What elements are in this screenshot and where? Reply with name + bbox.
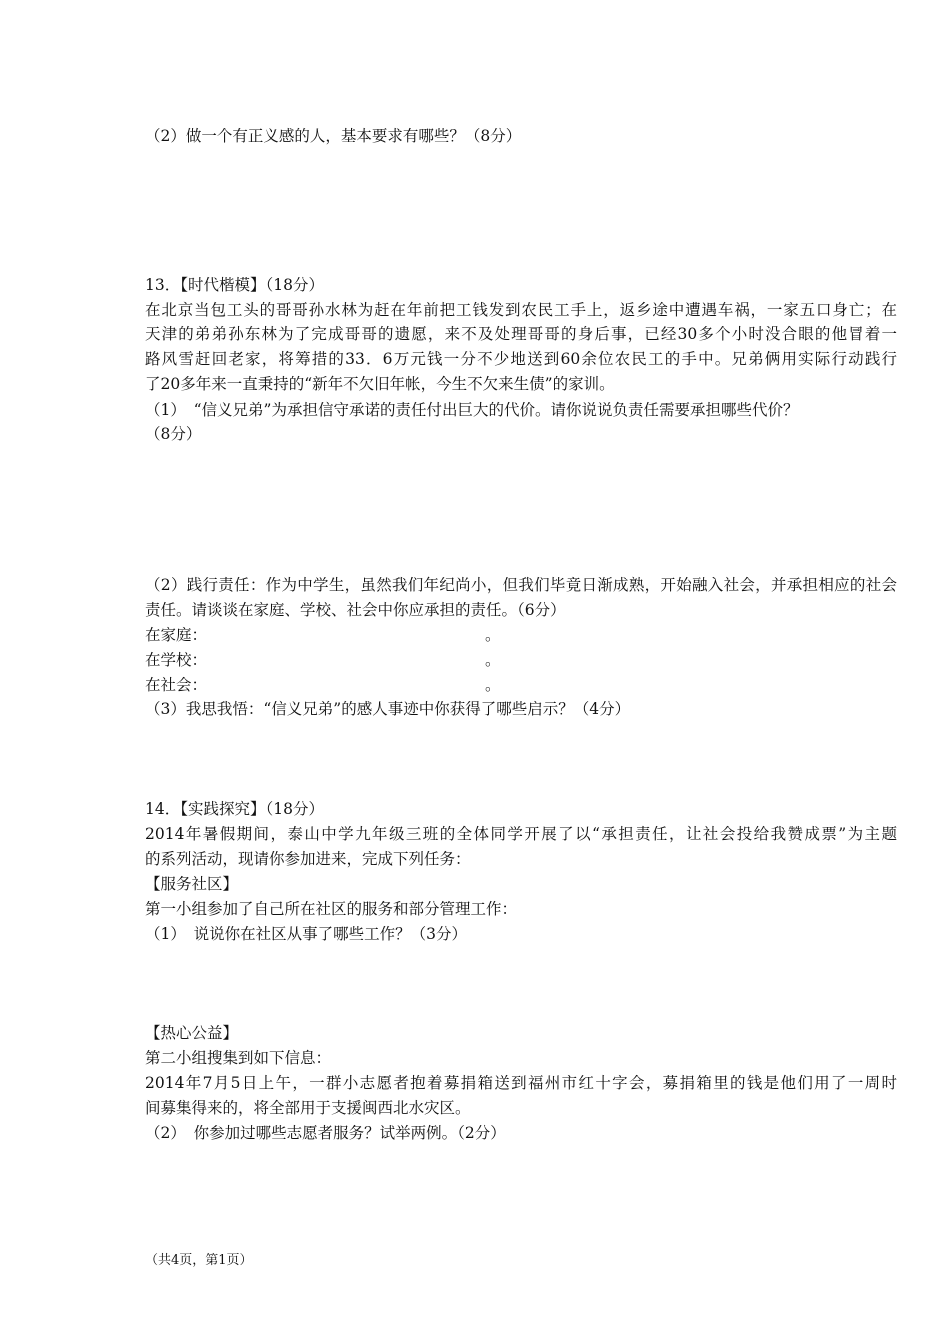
q13-title: 13．【时代楷模】（18分） — [145, 276, 324, 294]
q14-sub1: （1） 说说你在社区从事了哪些工作？（3分） — [145, 925, 467, 943]
section-title-charity: 【热心公益】 — [145, 1024, 239, 1042]
q13-sub3: （3）我思我悟：“信义兄弟”的感人事迹中你获得了哪些启示？（4分） — [145, 700, 631, 718]
q13-story-line: 了20多年来一直秉持的“新年不欠旧年帐，今生不欠来生债”的家训。 — [145, 375, 615, 393]
q13-story-line: 天津的弟弟孙东林为了完成哥哥的遗愿，来不及处理哥哥的身后事，已经30多个小时没合眼的他冒着一 — [145, 325, 897, 343]
charity-info-line: 2014年7月5日上午，一群小志愿者抱着募捐箱送到福州市红十字会，募捐箱里的钱是他们用了一周时 — [145, 1074, 897, 1092]
q13-sub1-score: （8分） — [145, 425, 202, 443]
q14-sub2: （2） 你参加过哪些志愿者服务？试举两例。（2分） — [145, 1124, 506, 1142]
q12-sub2: （2）做一个有正义感的人，基本要求有哪些？（8分） — [145, 127, 522, 145]
q14-intro-line: 2014年暑假期间，泰山中学九年级三班的全体同学开展了以“承担责任，让社会投给我赞成票”为主题 — [145, 825, 897, 843]
fill-end: 。 — [485, 626, 501, 644]
q13-sub1: （1） “信义兄弟”为承担信守承诺的责任付出巨大的代价。请你说说负责任需要承担哪些代价？ — [145, 401, 799, 419]
q14-intro-line: 的系列活动，现请你参加进来，完成下列任务： — [145, 850, 471, 868]
section-desc-community: 第一小组参加了自己所在社区的服务和部分管理工作： — [145, 900, 518, 918]
section-title-community: 【服务社区】 — [145, 875, 239, 893]
charity-info-line: 间募集得来的，将全部用于支援闽西北水灾区。 — [145, 1099, 471, 1117]
fill-line-school — [145, 648, 501, 672]
section-desc-charity: 第二小组搜集到如下信息： — [145, 1049, 332, 1067]
fill-label: 在学校： — [145, 651, 208, 669]
fill-line-family — [145, 623, 501, 647]
fill-label: 在社会： — [145, 676, 208, 694]
q13-sub2-line: 责任。请谈谈在家庭、学校、社会中你应承担的责任。（6分） — [145, 601, 566, 619]
fill-label: 在家庭： — [145, 626, 208, 644]
q13-sub2-line: （2）践行责任：作为中学生，虽然我们年纪尚小，但我们毕竟日渐成熟，开始融入社会，并承担相应的社会 — [145, 576, 897, 594]
page-footer: （共4页，第1页） — [145, 1253, 253, 1268]
q13-story-line: 路风雪赶回老家，将筹措的33．6万元钱一分不少地送到60余位农民工的手中。兄弟俩用实际行动践行 — [145, 350, 897, 368]
fill-end: 。 — [485, 676, 501, 694]
q13-story-line: 在北京当包工头的哥哥孙水林为赶在年前把工钱发到农民工手上，返乡途中遭遇车祸，一家五口身亡；在 — [145, 301, 897, 319]
fill-line-society — [145, 673, 501, 697]
q14-title: 14．【实践探究】（18分） — [145, 800, 324, 818]
fill-end: 。 — [485, 651, 501, 669]
